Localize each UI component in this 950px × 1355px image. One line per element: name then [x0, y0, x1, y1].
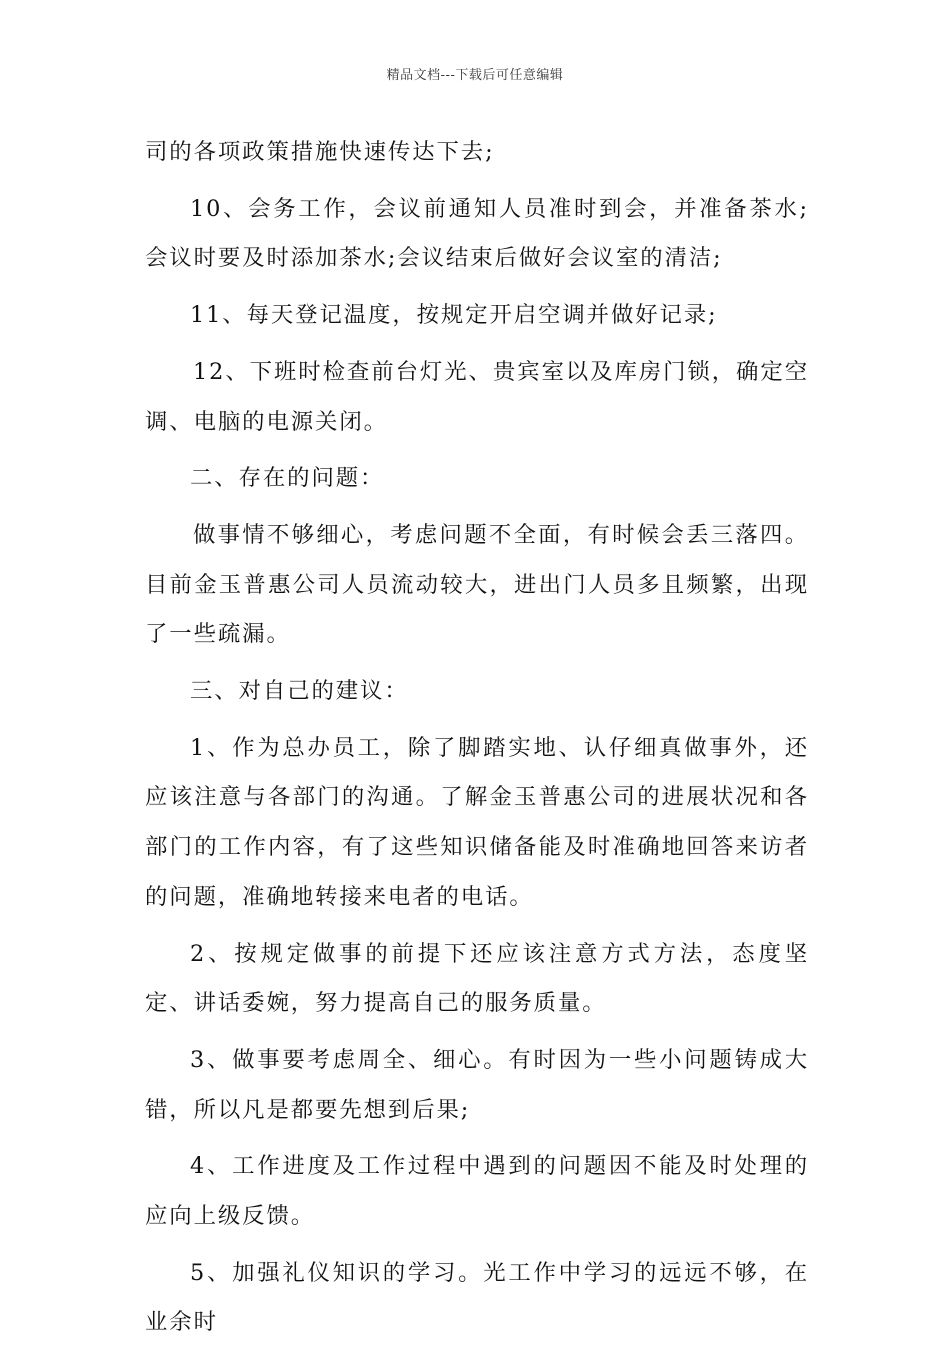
- paragraph-continuation: 司的各项政策措施快速传达下去;: [145, 139, 495, 165]
- paragraph-problems: 做事情不够细心，考虑问题不全面，有时候会丢三落四。目前金玉普惠公司人员流动较大，进出门人员多且频繁，出现了一些疏漏。: [145, 521, 809, 648]
- section-heading-suggestions: 三、对自己的建议：: [190, 678, 409, 705]
- paragraph-suggestion-4: 4、工作进度及工作过程中遇到的问题因不能及时处理的应向上级反馈。: [145, 1153, 809, 1230]
- paragraph-item-12: 12、下班时检查前台灯光、贵宾室以及库房门锁，确定空调、电脑的电源关闭。: [145, 358, 809, 435]
- paragraph-suggestion-1: 1、作为总办员工，除了脚踏实地、认仔细真做事外，还应该注意与各部门的沟通。了解金玉普惠公司的进展状况和各部门的工作内容，有了这些知识储备能及时准确地回答来访者的问题，准确地转接来电者的电话。: [145, 734, 809, 910]
- paragraph-suggestion-2: 2、按规定做事的前提下还应该注意方式方法，态度坚定、讲话委婉，努力提高自己的服务质量。: [145, 940, 809, 1017]
- paragraph-item-10: 10、会务工作，会议前通知人员准时到会，并准备茶水;会议时要及时添加茶水;会议结束后做好会议室的清洁;: [145, 195, 809, 272]
- document-body: [145, 128, 809, 1355]
- paragraph-item-11: 11、每天登记温度，按规定开启空调并做好记录;: [190, 302, 718, 329]
- page-header: 精品文档---下载后可任意编辑: [386, 68, 564, 83]
- paragraph-suggestion-5: 5、加强礼仪知识的学习。光工作中学习的远远不够，在业余时: [145, 1259, 809, 1336]
- section-heading-problems: 二、存在的问题：: [190, 465, 385, 492]
- paragraph-suggestion-3: 3、做事要考虑周全、细心。有时因为一些小问题铸成大错，所以凡是都要先想到后果;: [145, 1046, 809, 1123]
